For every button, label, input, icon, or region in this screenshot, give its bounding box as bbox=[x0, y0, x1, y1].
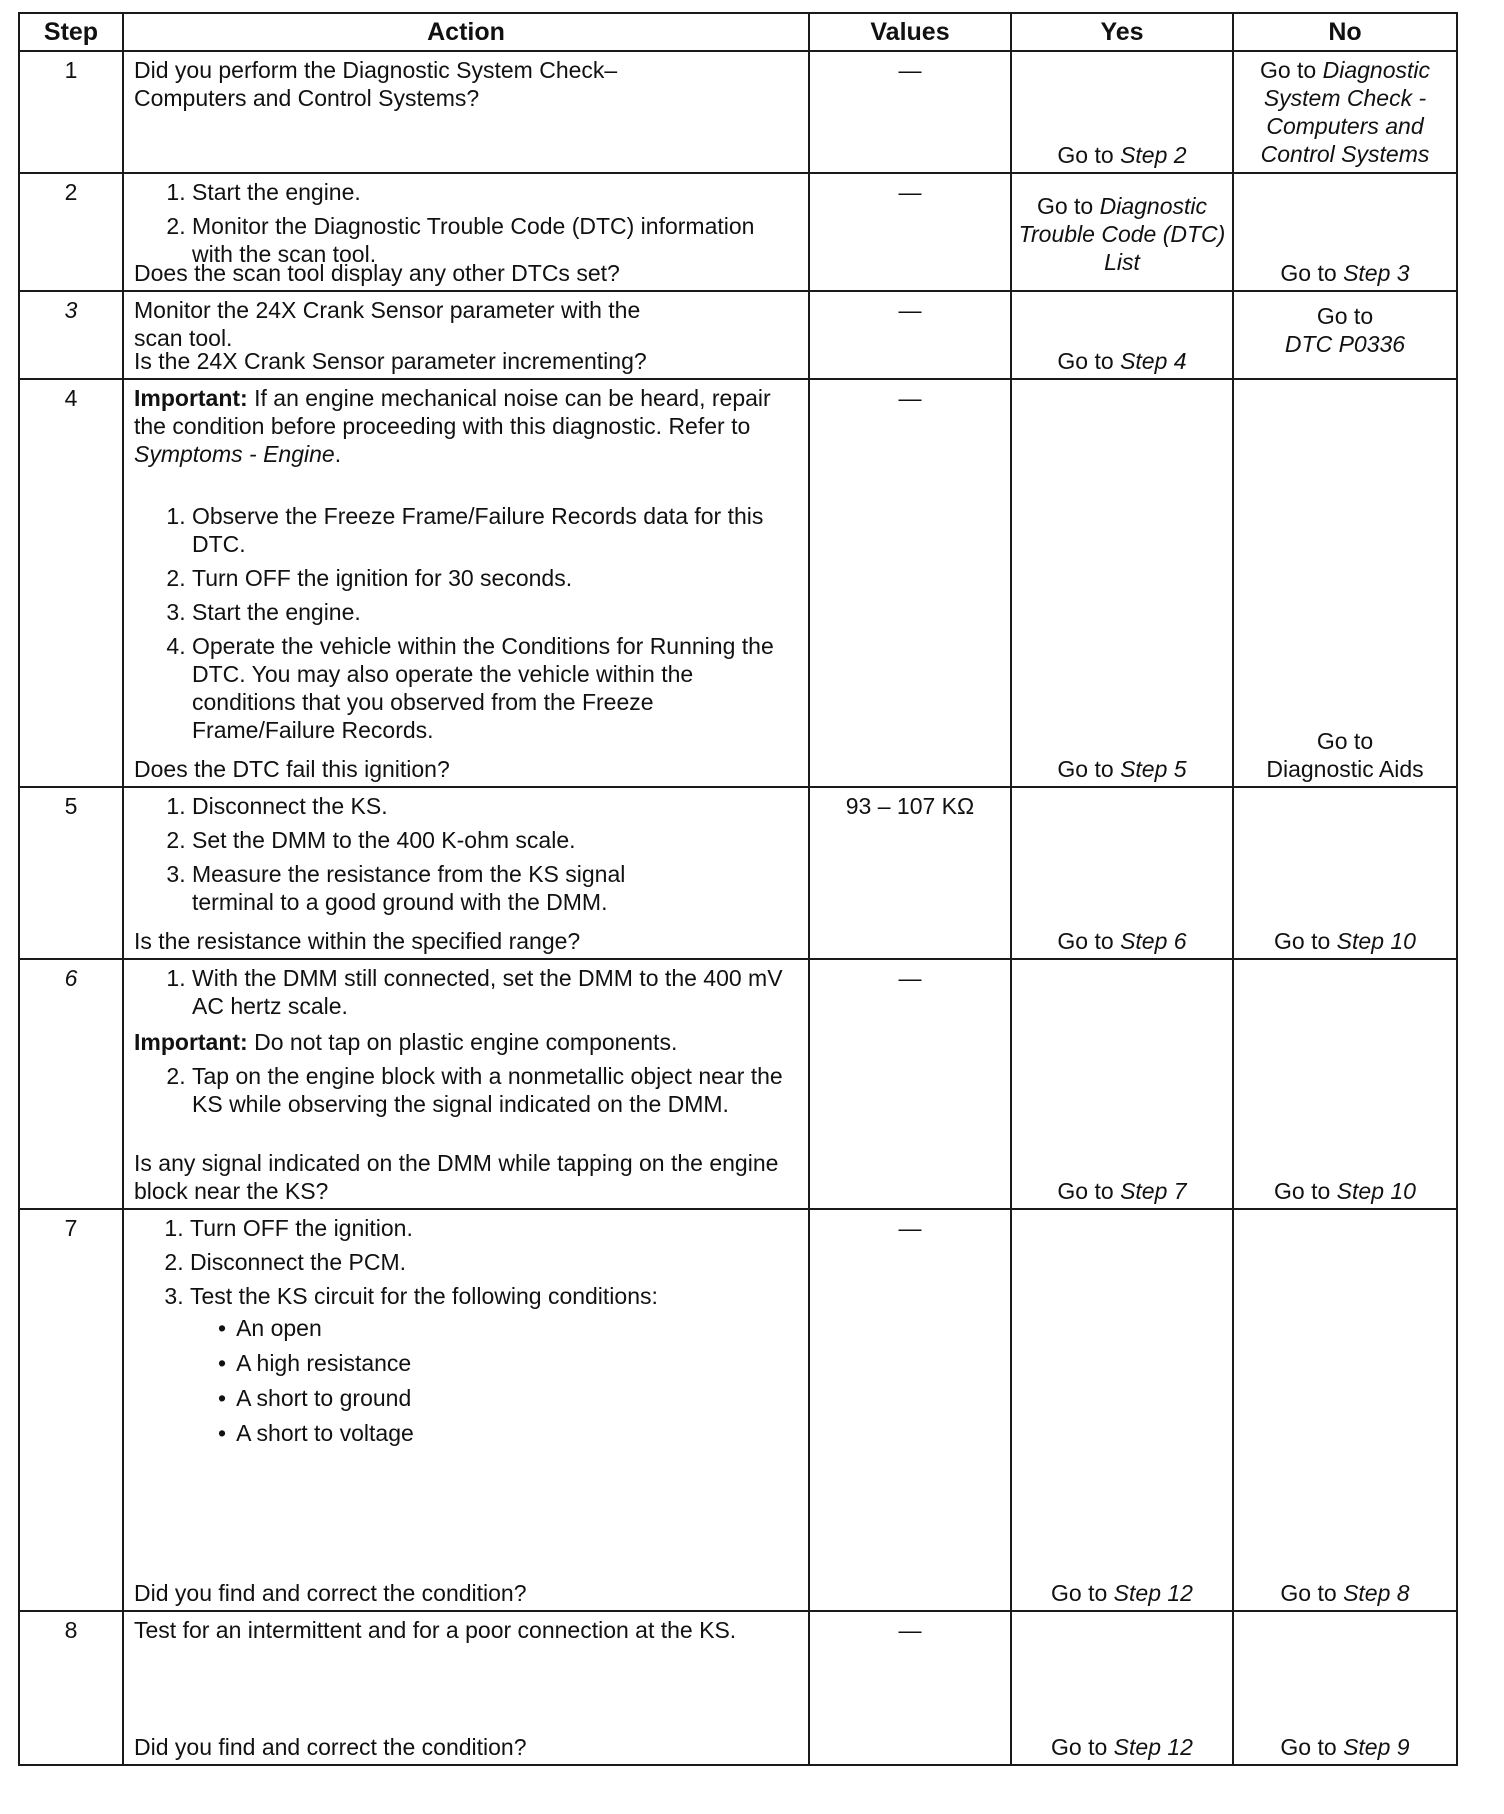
step-number: 2 bbox=[19, 173, 123, 291]
no-link[interactable]: DTC P0336 bbox=[1284, 331, 1406, 357]
yes-cell: Go to Step 2 bbox=[1011, 51, 1233, 173]
important-note: Important: Do not tap on plastic engine components. bbox=[134, 1029, 678, 1055]
action-step: 3. Start the engine. bbox=[192, 598, 798, 626]
action-question: Is the 24X Crank Sensor parameter incrementing? bbox=[134, 348, 647, 374]
table-row bbox=[19, 379, 1457, 787]
yes-cell: Go to Step 12 bbox=[1011, 1209, 1233, 1611]
no-cell: Go to Step 9 bbox=[1233, 1611, 1457, 1765]
action-steps-list bbox=[134, 792, 798, 916]
action-question: Does the DTC fail this ignition? bbox=[134, 756, 450, 782]
header-yes: Yes bbox=[1011, 13, 1233, 51]
no-link[interactable]: Step 3 bbox=[1343, 260, 1410, 286]
action-step: 3. Test the KS circuit for the following conditions: • An open • A high resistance • A short to ground • A short to voltage bbox=[190, 1282, 798, 1447]
action-cell bbox=[123, 1209, 809, 1611]
header-step: Step bbox=[19, 13, 123, 51]
action-step: 2. Disconnect the PCM. bbox=[190, 1248, 798, 1276]
no-cell: Go to Diagnostic System Check - Computers and Control Systems bbox=[1233, 51, 1457, 173]
step-number: 1 bbox=[19, 51, 123, 173]
action-text: Monitor the 24X Crank Sensor parameter with the scan tool. bbox=[134, 297, 641, 351]
header-no: No bbox=[1233, 13, 1457, 51]
no-link[interactable]: Diagnostic System Check - Computers and Control Systems bbox=[1260, 57, 1431, 167]
action-step: 2. Turn OFF the ignition for 30 seconds. bbox=[192, 564, 798, 592]
action-cell bbox=[123, 959, 809, 1209]
action-step: 1. Start the engine. bbox=[192, 178, 798, 206]
table-row bbox=[19, 959, 1457, 1209]
action-step: 2. Set the DMM to the 400 K-ohm scale. bbox=[192, 826, 708, 854]
action-step: 1. Turn OFF the ignition. bbox=[190, 1214, 798, 1242]
yes-cell: Go to Step 4 bbox=[1011, 291, 1233, 379]
yes-cell: Go to Step 6 bbox=[1011, 787, 1233, 959]
action-cell bbox=[123, 173, 809, 291]
no-link[interactable]: Step 10 bbox=[1336, 1178, 1416, 1204]
no-cell: Go to DTC P0336 bbox=[1233, 291, 1457, 379]
yes-link[interactable]: Step 4 bbox=[1120, 348, 1187, 374]
table-row bbox=[19, 291, 1457, 379]
step-number: 5 bbox=[19, 787, 123, 959]
action-question: Did you find and correct the condition? bbox=[134, 1580, 527, 1606]
condition-item: • A high resistance bbox=[218, 1349, 798, 1377]
no-link[interactable]: Step 9 bbox=[1343, 1734, 1410, 1760]
yes-link[interactable]: Step 5 bbox=[1120, 756, 1187, 782]
yes-cell: Go to Step 5 bbox=[1011, 379, 1233, 787]
yes-cell: Go to Diagnostic Trouble Code (DTC) List bbox=[1011, 173, 1233, 291]
action-question: Does the scan tool display any other DTCs set? bbox=[134, 260, 620, 286]
table-row bbox=[19, 787, 1457, 959]
condition-list bbox=[190, 1314, 798, 1447]
action-cell bbox=[123, 291, 809, 379]
action-step: 1. Observe the Freeze Frame/Failure Records data for this DTC. bbox=[192, 502, 798, 558]
action-steps-list bbox=[134, 1062, 798, 1118]
no-link[interactable]: Step 8 bbox=[1343, 1580, 1410, 1606]
step-number: 6 bbox=[19, 959, 123, 1209]
yes-link[interactable]: Step 12 bbox=[1113, 1734, 1193, 1760]
action-text: Did you perform the Diagnostic System Check– Computers and Control Systems? bbox=[134, 57, 618, 111]
value-cell: — bbox=[809, 1611, 1011, 1765]
action-question: Did you find and correct the condition? bbox=[134, 1734, 527, 1760]
step-number: 8 bbox=[19, 1611, 123, 1765]
value-cell: — bbox=[809, 291, 1011, 379]
condition-item: • A short to ground bbox=[218, 1384, 798, 1412]
no-link[interactable]: Diagnostic Aids bbox=[1266, 756, 1424, 782]
action-cell bbox=[123, 51, 809, 173]
step-number: 7 bbox=[19, 1209, 123, 1611]
yes-link[interactable]: Step 7 bbox=[1120, 1178, 1187, 1204]
value-cell: — bbox=[809, 1209, 1011, 1611]
important-note: Important: If an engine mechanical noise can be heard, repair the condition before proceeding with this diagnostic. Refer to Symptoms - Engine. bbox=[134, 385, 771, 467]
no-cell: Go to Diagnostic Aids bbox=[1233, 379, 1457, 787]
no-cell: Go to Step 10 bbox=[1233, 959, 1457, 1209]
action-step: 2. Tap on the engine block with a nonmetallic object near the KS while observing the signal indicated on the DMM. bbox=[192, 1062, 798, 1118]
yes-link[interactable]: Step 6 bbox=[1120, 928, 1187, 954]
yes-cell: Go to Step 12 bbox=[1011, 1611, 1233, 1765]
action-steps-list bbox=[134, 502, 798, 744]
table-header-row bbox=[19, 13, 1457, 51]
action-step: 4. Operate the vehicle within the Conditions for Running the DTC. You may also operate the vehicle within the conditions that you observed from the Freeze Frame/Failure Records. bbox=[192, 632, 798, 744]
step-number: 3 bbox=[19, 291, 123, 379]
condition-item: • An open bbox=[218, 1314, 798, 1342]
action-steps-list bbox=[134, 1214, 798, 1447]
action-text: Test for an intermittent and for a poor connection at the KS. bbox=[134, 1617, 737, 1643]
action-step: 2. Monitor the Diagnostic Trouble Code (DTC) information with the scan tool. bbox=[192, 212, 798, 268]
action-steps-list bbox=[134, 178, 798, 268]
no-cell: Go to Step 8 bbox=[1233, 1209, 1457, 1611]
value-cell: — bbox=[809, 51, 1011, 173]
action-cell bbox=[123, 379, 809, 787]
step-number: 4 bbox=[19, 379, 123, 787]
action-step: 1. With the DMM still connected, set the DMM to the 400 mV AC hertz scale. bbox=[192, 964, 798, 1020]
action-question: Is any signal indicated on the DMM while tapping on the engine block near the KS? bbox=[134, 1150, 779, 1204]
action-question: Is the resistance within the specified range? bbox=[134, 928, 581, 954]
table-row bbox=[19, 1209, 1457, 1611]
table-row bbox=[19, 51, 1457, 173]
action-steps-list bbox=[134, 964, 798, 1020]
table-row bbox=[19, 173, 1457, 291]
value-cell: — bbox=[809, 959, 1011, 1209]
yes-link[interactable]: Diagnostic Trouble Code (DTC) List bbox=[1018, 193, 1226, 275]
value-cell: — bbox=[809, 173, 1011, 291]
header-action: Action bbox=[123, 13, 809, 51]
diagnostic-table bbox=[18, 12, 1458, 1766]
yes-link[interactable]: Step 12 bbox=[1113, 1580, 1193, 1606]
no-cell: Go to Step 10 bbox=[1233, 787, 1457, 959]
header-values: Values bbox=[809, 13, 1011, 51]
action-cell bbox=[123, 1611, 809, 1765]
yes-cell: Go to Step 7 bbox=[1011, 959, 1233, 1209]
yes-link[interactable]: Step 2 bbox=[1120, 142, 1187, 168]
table-row bbox=[19, 1611, 1457, 1765]
condition-item: • A short to voltage bbox=[218, 1419, 798, 1447]
action-cell bbox=[123, 787, 809, 959]
action-step: 1. Disconnect the KS. bbox=[192, 792, 708, 820]
no-cell: Go to Step 3 bbox=[1233, 173, 1457, 291]
no-link[interactable]: Step 10 bbox=[1336, 928, 1416, 954]
action-step: 3. Measure the resistance from the KS signal terminal to a good ground with the DMM. bbox=[192, 860, 708, 916]
value-cell: — bbox=[809, 379, 1011, 787]
value-cell: 93 – 107 KΩ bbox=[809, 787, 1011, 959]
